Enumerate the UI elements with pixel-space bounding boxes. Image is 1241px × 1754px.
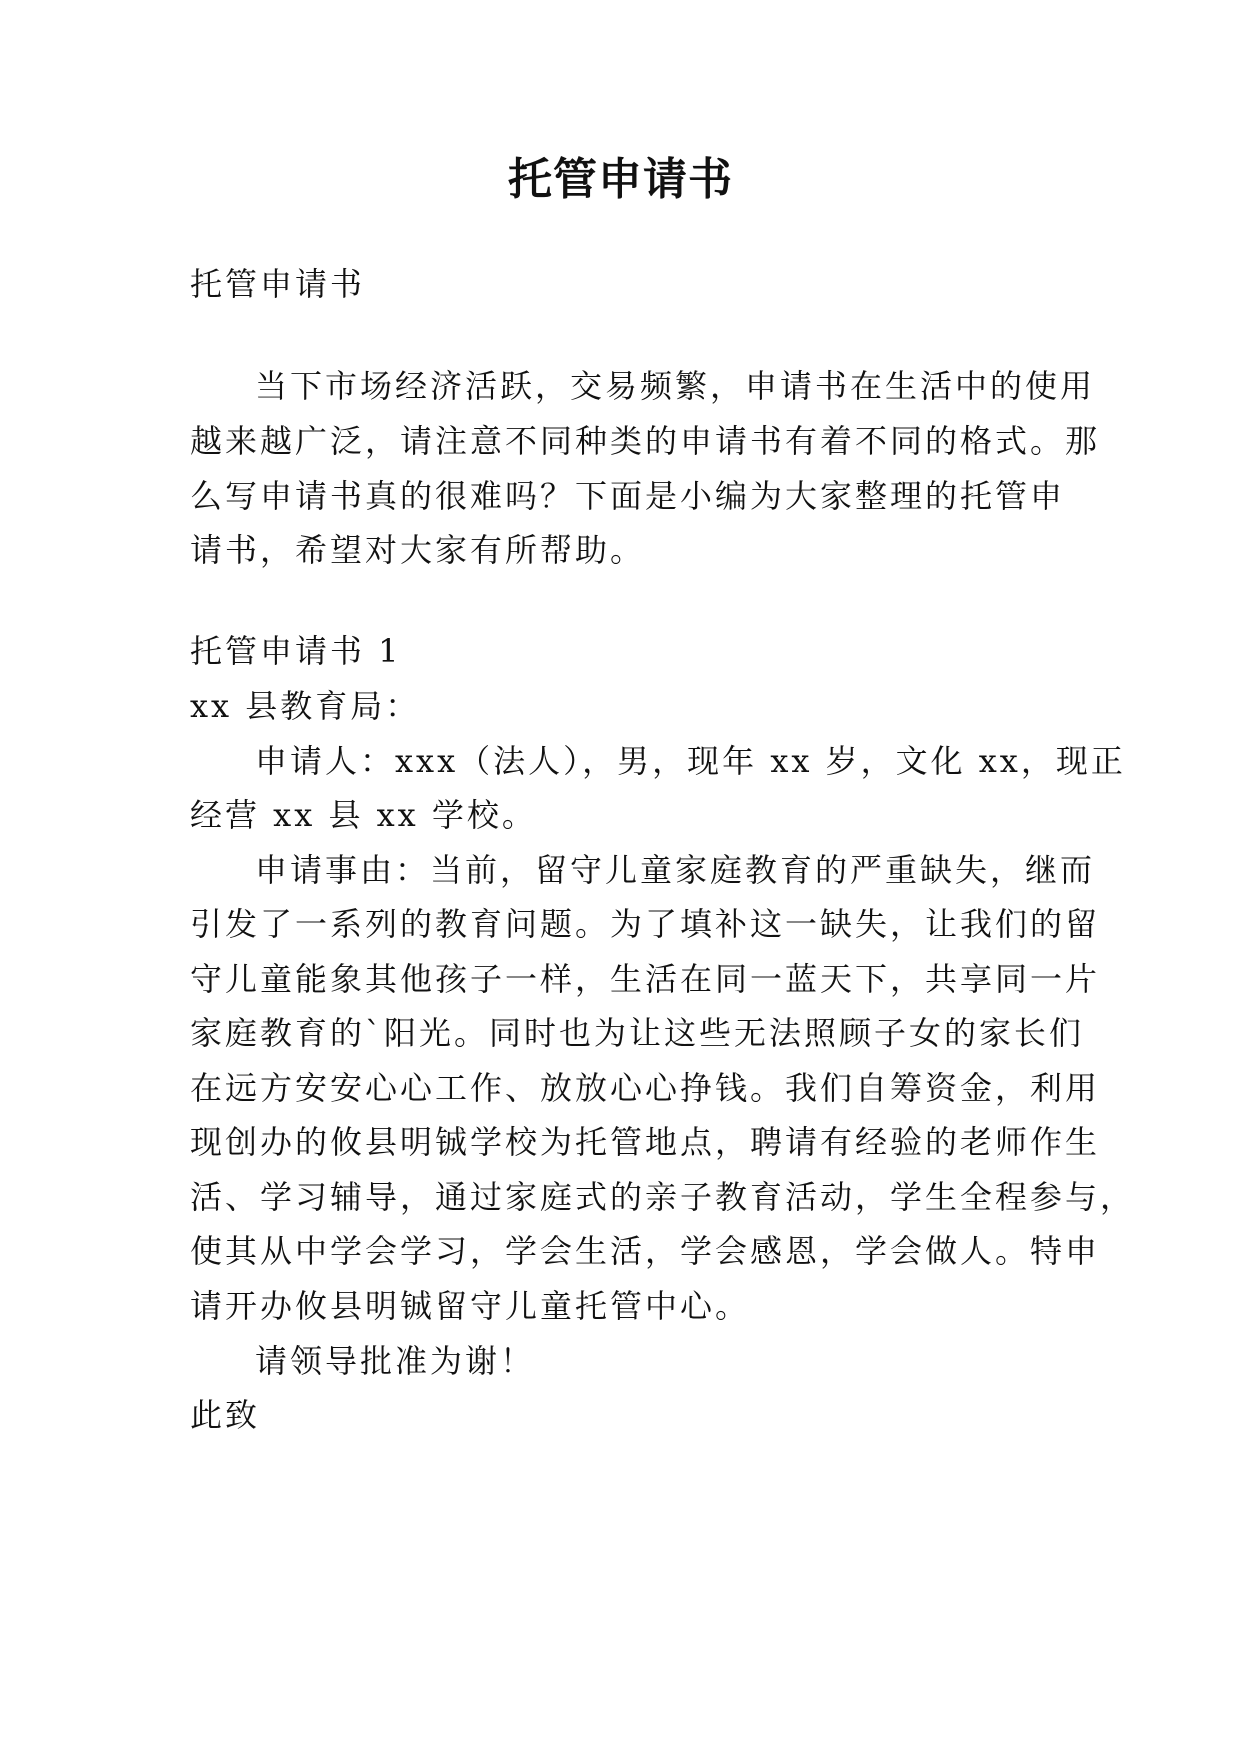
reason-line: 家庭教育的`阳光。同时也为让这些无法照顾子女的家长们 (190, 1014, 1085, 1052)
reason-line: 守儿童能象其他孩子一样，生活在同一蓝天下，共享同一片 (190, 960, 1101, 998)
section-heading: 托管申请书 1 (190, 632, 402, 670)
reason-line: 活、学习辅导，通过家庭式的亲子教育活动，学生全程参与， (190, 1178, 1136, 1216)
reason-line: 使其从中学会学习，学会生活，学会感恩，学会做人。特申 (190, 1232, 1101, 1270)
intro-line: 越来越广泛，请注意不同种类的申请书有着不同的格式。那 (190, 422, 1101, 460)
applicant-line: 申请人：xxx（法人），男，现年 xx 岁，文化 xx，现正 (255, 742, 1126, 780)
request-line: 请领导批准为谢！ (255, 1342, 536, 1380)
subtitle: 托管申请书 (190, 265, 366, 303)
reason-line: 请开办攸县明铖留守儿童托管中心。 (190, 1287, 751, 1325)
closing-line: 此致 (190, 1396, 261, 1434)
intro-line: 请书，希望对大家有所帮助。 (190, 531, 646, 569)
applicant-line: 经营 xx 县 xx 学校。 (190, 796, 537, 834)
reason-line: 引发了一系列的教育问题。为了填补这一缺失，让我们的留 (190, 905, 1101, 943)
reason-line: 在远方安安心心工作、放放心心挣钱。我们自筹资金，利用 (190, 1069, 1101, 1107)
addressee: xx 县教育局： (190, 687, 421, 725)
reason-line: 现创办的攸县明铖学校为托管地点，聘请有经验的老师作生 (190, 1123, 1101, 1161)
intro-line: 么写申请书真的很难吗？下面是小编为大家整理的托管申 (190, 477, 1066, 515)
document-title: 托管申请书 (508, 154, 733, 205)
intro-line: 当下市场经济活跃，交易频繁，申请书在生活中的使用 (255, 367, 1096, 405)
reason-line: 申请事由：当前，留守儿童家庭教育的严重缺失，继而 (255, 851, 1096, 889)
